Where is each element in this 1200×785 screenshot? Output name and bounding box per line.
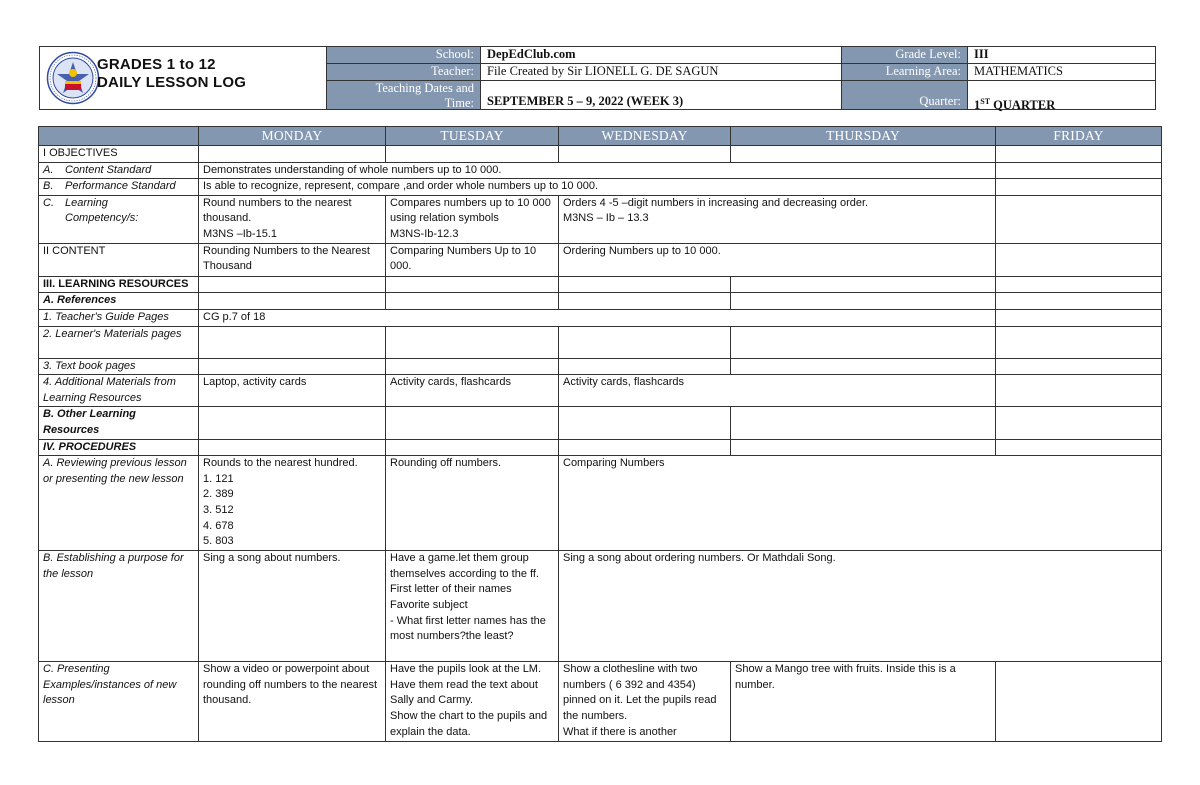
quarter-number: 1 [974, 98, 981, 113]
additional-materials-wednesday: Activity cards, flashcards [559, 375, 996, 407]
teachers-guide-label: 1. Teacher's Guide Pages [39, 309, 199, 326]
content-standard-marker: A. [43, 163, 54, 176]
procedures-label: IV. PROCEDURES [39, 439, 199, 456]
purpose-wednesday: Sing a song about ordering numbers. Or Mathdali Song. [559, 551, 1162, 662]
purpose-monday: Sing a song about numbers. [199, 551, 386, 662]
content-standard-row [39, 162, 1162, 179]
quarter-value [968, 81, 1155, 113]
competency-wednesday: Orders 4 -5 –digit numbers in increasing and decreasing order. M3NS – Ib – 13.3 [559, 195, 996, 243]
content-tuesday: Comparing Numbers Up to 10 000. [386, 243, 559, 276]
additional-materials-tuesday: Activity cards, flashcards [386, 375, 559, 407]
references-label: A. References [39, 293, 199, 310]
competency-label: C. Learning Competency/s: [39, 195, 199, 243]
teacher-value: File Created by Sir LIONELL G. DE SAGUN [481, 64, 842, 81]
performance-standard-marker: B. [43, 180, 54, 193]
quarter-label: Quarter: [842, 81, 968, 109]
learning-area-value: MATHEMATICS [968, 64, 1155, 81]
performance-standard-label: B. Performance Standard [39, 179, 199, 196]
additional-materials-monday: Laptop, activity cards [199, 375, 386, 407]
content-monday: Rounding Numbers to the Nearest Thousand [199, 243, 386, 276]
textbook-row [39, 358, 1162, 375]
review-wednesday: Comparing Numbers [559, 456, 1162, 551]
competency-tuesday: Compares numbers up to 10 000 using relation symbols M3NS-Ib-12.3 [386, 195, 559, 243]
grade-level-label: Grade Level: [842, 47, 968, 64]
deped-seal-icon [46, 51, 100, 105]
additional-materials-label: 4. Additional Materials from Learning Resources [39, 375, 199, 407]
resources-row [39, 276, 1162, 293]
presenting-monday: Show a video or powerpoint about rounding off numbers to the nearest thousand. [199, 662, 386, 742]
additional-materials-row [39, 375, 1162, 407]
purpose-tuesday: Have a game.let them group themselves according to the ff. First letter of their names Favorite subject - What first letter names has the most numbers?the least? [386, 551, 559, 662]
teacher-label: Teacher: [327, 64, 481, 81]
competency-row [39, 195, 1162, 243]
other-resources-label: B. Other Learning Resources [39, 407, 199, 439]
day-friday: FRIDAY [996, 127, 1162, 146]
competency-monday: Round numbers to the nearest thousand. M3NS –Ib-15.1 [199, 195, 386, 243]
teachers-guide-value: CG p.7 of 18 [199, 309, 996, 326]
content-wednesday: Ordering Numbers up to 10 000. [559, 243, 996, 276]
competency-marker: C. [43, 196, 54, 209]
title-line-1: GRADES 1 to 12 [97, 56, 216, 73]
learners-materials-row [39, 326, 1162, 358]
content-standard-label: A. Content Standard [39, 162, 199, 179]
performance-standard-value: Is able to recognize, represent, compare ,and order whole numbers up to 10 000. [199, 179, 996, 196]
learning-area-label: Learning Area: [842, 64, 968, 81]
resources-label: III. LEARNING RESOURCES [39, 276, 199, 293]
day-monday: MONDAY [199, 127, 386, 146]
teaching-dates-label-line1: Teaching Dates and [375, 81, 474, 95]
presenting-tuesday: Have the pupils look at the LM. Have them read the text about Sally and Carmy. Show the chart to the pupils and explain the data. [386, 662, 559, 742]
presenting-thursday: Show a Mango tree with fruits. Inside this is a number. [731, 662, 996, 742]
day-tuesday: TUESDAY [386, 127, 559, 146]
lesson-log-header [39, 46, 1156, 113]
logo-title-box [40, 47, 327, 109]
purpose-label: B. Establishing a purpose for the lesson [39, 551, 199, 662]
review-row [39, 456, 1162, 551]
textbook-label: 3. Text book pages [39, 358, 199, 375]
header-blank [39, 127, 199, 146]
teaching-dates-value: SEPTEMBER 5 – 9, 2022 (WEEK 3) [481, 81, 842, 109]
review-label: A. Reviewing previous lesson or presenting the new lesson [39, 456, 199, 551]
daily-lesson-log-table [38, 126, 1162, 742]
day-wednesday: WEDNESDAY [559, 127, 731, 146]
learners-materials-label: 2. Learner's Materials pages [39, 326, 199, 358]
references-row [39, 293, 1162, 310]
presenting-row [39, 662, 1162, 742]
review-tuesday: Rounding off numbers. [386, 456, 559, 551]
quarter-text: QUARTER [990, 98, 1056, 113]
procedures-row [39, 439, 1162, 456]
content-label: II CONTENT [39, 243, 199, 276]
school-label: School: [327, 47, 481, 64]
content-standard-value: Demonstrates understanding of whole numbers up to 10 000. [199, 162, 996, 179]
title-line-2: DAILY LESSON LOG [97, 74, 247, 91]
day-thursday: THURSDAY [731, 127, 996, 146]
grade-level-value: III [968, 47, 1155, 64]
teaching-dates-label [327, 81, 481, 109]
other-resources-row [39, 407, 1162, 439]
presenting-wednesday: Show a clothesline with two numbers ( 6 392 and 4354) pinned on it. Let the pupils read the numbers. What if there is another [559, 662, 731, 742]
objectives-label: I OBJECTIVES [39, 146, 199, 163]
school-value: DepEdClub.com [481, 47, 842, 64]
quarter-superscript: ST [980, 97, 991, 106]
presenting-label: C. Presenting Examples/instances of new lesson [39, 662, 199, 742]
teachers-guide-row [39, 309, 1162, 326]
objectives-row [39, 146, 1162, 163]
purpose-row [39, 551, 1162, 662]
teaching-dates-label-line2: Time: [444, 96, 474, 110]
performance-standard-row [39, 179, 1162, 196]
content-row [39, 243, 1162, 276]
day-header-row [39, 127, 1162, 146]
review-monday: Rounds to the nearest hundred. 1. 121 2. 389 3. 512 4. 678 5. 803 [199, 456, 386, 551]
